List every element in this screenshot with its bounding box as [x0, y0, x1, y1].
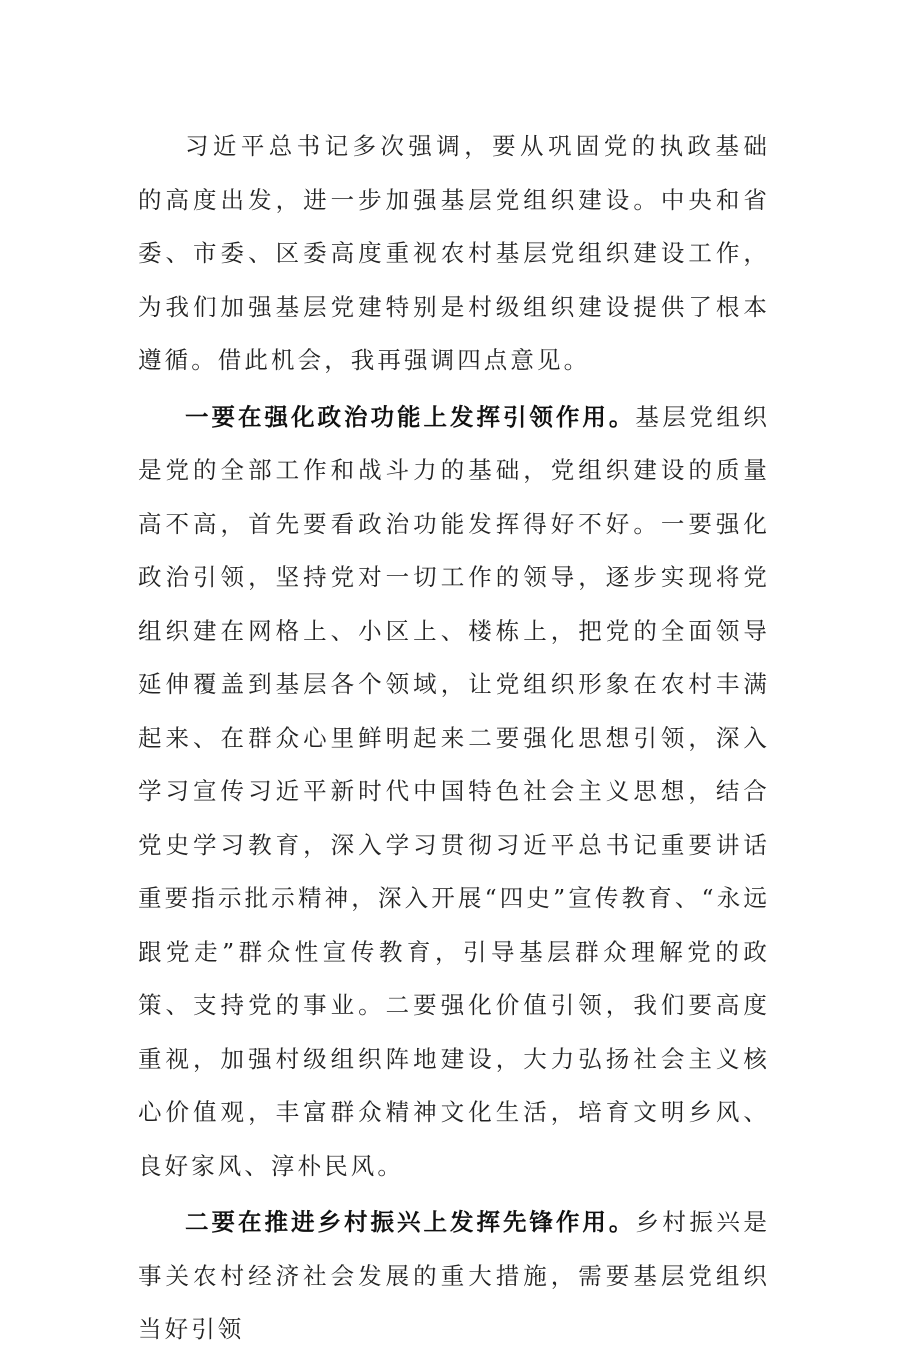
paragraph-intro-text: 习近平总书记多次强调，要从巩固党的执政基础的高度出发，进一步加强基层党组织建设。中央和省委、市委、区委高度重视农村基层党组织建设工作，为我们加强基层党建特别是村级组织建设提供了根本遵循。借此机会，我再强调四点意见。 [138, 132, 770, 374]
paragraph-rural-revitalization-text: 乡村振兴是事关农村经济社会发展的重大措施，需要基层党组织当好引领 [138, 1208, 771, 1343]
paragraph-political-function-heading: 一要在强化政治功能上发挥引领作用。 [185, 402, 636, 431]
paragraph-intro [138, 120, 770, 388]
paragraph-rural-revitalization [138, 1196, 770, 1357]
paragraph-rural-revitalization-heading: 二要在推进乡村振兴上发挥先锋作用。 [185, 1208, 636, 1236]
paragraph-political-function [138, 391, 770, 1194]
paragraph-political-function-text: 基层党组织是党的全部工作和战斗力的基础，党组织建设的质量高不高，首先要看政治功能发挥得好不好。一要强化政治引领，坚持党对一切工作的领导，逐步实现将党组织建在网格上、小区上、楼栋上，把党的全面领导延伸覆盖到基层各个领域，让党组织形象在农村丰满起来、在群众心里鲜明起来二要强化思想引领，深入学习宣传习近平新时代中国特色社会主义思想，结合党史学习教育，深入学习贯彻习近平总书记重要讲话重要指示批示精神，深入开展“四史”宣传教育、“永远跟党走”群众性宣传教育，引导基层群众理解党的政策、支持党的事业。二要强化价值引领，我们要高度重视，加强村级组织阵地建设，大力弘扬社会主义核心价值观，丰富群众精神文化生活，培育文明乡风、良好家风、淳朴民风。 [138, 402, 771, 1180]
document-body [138, 120, 770, 1357]
